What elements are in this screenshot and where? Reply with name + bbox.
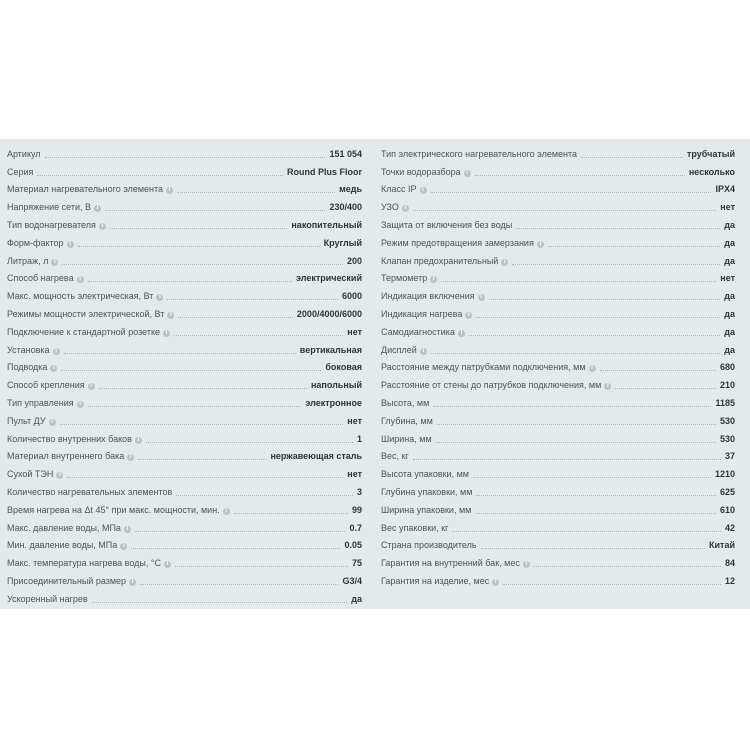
spec-row (7, 231, 362, 249)
info-icon[interactable]: i (458, 330, 465, 337)
info-icon[interactable]: i (67, 241, 74, 248)
spec-label-text: Время нагрева на Δt 45° при макс. мощности, мин. (7, 504, 220, 515)
spec-label-text: Страна производитель (381, 540, 477, 551)
spec-label (7, 345, 60, 356)
info-icon[interactable]: i (129, 579, 136, 586)
spec-label-text: Класс IP (381, 184, 417, 195)
dotted-leader (88, 406, 302, 407)
spec-label-text: Высота упаковки, мм (381, 469, 469, 480)
spec-label (7, 309, 174, 320)
dotted-leader (175, 566, 348, 567)
spec-value: 200 (346, 255, 362, 266)
spec-label (7, 594, 88, 605)
spec-label (381, 451, 409, 462)
spec-value: 2000/4000/6000 (296, 308, 362, 319)
spec-label-text: Количество нагревательных элементов (7, 486, 173, 497)
spec-label (7, 184, 173, 195)
spec-label-text: Ширина, мм (381, 433, 432, 444)
info-icon[interactable]: i (120, 543, 127, 550)
dotted-leader (437, 424, 716, 425)
spec-label-text: Тип электрического нагревательного элемента (381, 148, 578, 159)
dotted-leader (88, 281, 292, 282)
spec-row (7, 534, 362, 552)
spec-value: 530 (719, 415, 735, 426)
spec-label-text: Присоединительный размер (7, 575, 127, 586)
spec-label (381, 505, 471, 516)
spec-label-text: Сухой ТЭН (7, 469, 54, 480)
spec-label-text: Макс. мощность электрическая, Вт (7, 291, 154, 302)
spec-label (7, 291, 163, 302)
spec-row (7, 142, 362, 160)
spec-row (381, 498, 735, 516)
spec-label-text: Форм-фактор (7, 237, 64, 248)
spec-row (381, 569, 735, 587)
dotted-leader (481, 548, 705, 549)
spec-value: медь (339, 184, 362, 195)
dotted-leader (105, 210, 325, 211)
spec-value: напольный (310, 380, 362, 391)
spec-row (381, 302, 735, 320)
info-icon[interactable]: i (167, 312, 174, 319)
spec-row (381, 534, 735, 552)
info-icon[interactable]: i (53, 348, 60, 355)
spec-value: 37 (724, 451, 735, 462)
dotted-leader (431, 192, 712, 193)
spec-label (7, 380, 95, 391)
spec-label (381, 273, 437, 284)
dotted-leader (135, 531, 346, 532)
spec-label (7, 202, 101, 213)
spec-label (381, 256, 508, 267)
spec-value: G3/4 (342, 575, 362, 586)
info-icon[interactable]: i (127, 454, 134, 461)
spec-label (381, 184, 427, 195)
spec-value: 12 (724, 575, 735, 586)
spec-value: электрический (296, 273, 362, 284)
spec-label (7, 273, 84, 284)
spec-label (381, 487, 472, 498)
spec-row (7, 569, 362, 587)
spec-row (7, 551, 362, 569)
spec-label-text: Ширина упаковки, мм (381, 504, 472, 515)
spec-row (381, 445, 735, 463)
info-icon[interactable]: i (88, 383, 95, 390)
spec-value: да (724, 344, 735, 355)
spec-label (381, 220, 512, 231)
spec-row (7, 320, 362, 338)
spec-label-text: Способ нагрева (7, 273, 74, 284)
dotted-leader (64, 353, 296, 354)
spec-value: да (724, 237, 735, 248)
spec-label (7, 416, 56, 427)
spec-value: да (724, 255, 735, 266)
spec-value: да (724, 308, 735, 319)
dotted-leader (131, 548, 340, 549)
dotted-leader (174, 335, 343, 336)
spec-label (381, 469, 469, 480)
info-icon[interactable]: i (164, 561, 171, 568)
dotted-leader (61, 370, 321, 371)
info-icon[interactable]: i (478, 294, 485, 301)
spec-value: 530 (719, 433, 735, 444)
info-icon[interactable]: i (156, 294, 163, 301)
info-icon[interactable]: i (49, 419, 56, 426)
spec-row (381, 338, 735, 356)
info-icon[interactable]: i (77, 276, 84, 283)
spec-row (381, 249, 735, 267)
spec-label-text: Расстояние от стены до патрубков подключения, мм (381, 380, 602, 391)
spec-label-text: УЗО (381, 202, 399, 213)
spec-label (7, 540, 127, 551)
spec-label-text: Вес, кг (381, 451, 409, 462)
info-icon[interactable]: i (523, 561, 530, 568)
spec-row (7, 498, 362, 516)
spec-value: электронное (305, 397, 362, 408)
dotted-leader (45, 157, 326, 158)
dotted-leader (110, 228, 288, 229)
info-icon[interactable]: i (94, 205, 101, 212)
dotted-leader (436, 442, 716, 443)
spec-value: вертикальная (299, 344, 362, 355)
spec-value: 6000 (341, 291, 362, 302)
spec-row (381, 391, 735, 409)
spec-value: нет (347, 326, 362, 337)
dotted-leader (476, 495, 716, 496)
spec-row (7, 195, 362, 213)
spec-label (7, 576, 136, 587)
spec-label-text: Самодиагностика (381, 326, 455, 337)
spec-value: 42 (724, 522, 735, 533)
spec-label (7, 220, 106, 231)
info-icon[interactable]: i (501, 259, 508, 266)
spec-label-text: Гарантия на внутренний бак, мес (381, 558, 520, 569)
spec-label (381, 202, 409, 213)
dotted-leader (452, 531, 721, 532)
dotted-leader (138, 459, 266, 460)
spec-value: 151 054 (329, 148, 362, 159)
dotted-leader (475, 175, 685, 176)
spec-label (381, 576, 499, 587)
spec-label-text: Способ крепления (7, 380, 85, 391)
spec-row (381, 427, 735, 445)
dotted-leader (140, 584, 338, 585)
info-icon[interactable]: i (166, 187, 173, 194)
dotted-leader (431, 353, 721, 354)
dotted-leader (600, 370, 716, 371)
dotted-leader (581, 157, 683, 158)
spec-label-text: Ускоренный нагрев (7, 593, 88, 604)
spec-label-text: Тип водонагревателя (7, 219, 96, 230)
spec-row (7, 302, 362, 320)
spec-row (381, 320, 735, 338)
spec-label-text: Установка (7, 344, 50, 355)
spec-value: 0.7 (349, 522, 362, 533)
spec-label-text: Подключение к стандартной розетке (7, 326, 160, 337)
spec-value: боковая (325, 362, 362, 373)
spec-label-text: Глубина, мм (381, 415, 433, 426)
dotted-leader (489, 299, 721, 300)
info-icon[interactable]: i (51, 259, 58, 266)
spec-row (381, 356, 735, 374)
spec-value: Круглый (323, 237, 362, 248)
spec-label-text: Пульт ДУ (7, 415, 46, 426)
spec-value: 230/400 (329, 202, 362, 213)
spec-row (7, 267, 362, 285)
spec-value: 680 (719, 362, 735, 373)
dotted-leader (503, 584, 721, 585)
spec-label-text: Тип управления (7, 397, 74, 408)
spec-label-text: Индикация нагрева (381, 308, 463, 319)
spec-row (381, 409, 735, 427)
spec-value: нержавеющая сталь (270, 451, 362, 462)
spec-label-text: Количество внутренних баков (7, 433, 132, 444)
spec-value: да (724, 326, 735, 337)
dotted-leader (167, 299, 338, 300)
spec-label-text: Материал нагревательного элемента (7, 184, 164, 195)
spec-row (381, 516, 735, 534)
dotted-leader (92, 602, 348, 603)
specs-column-right (381, 142, 735, 587)
spec-row (7, 249, 362, 267)
spec-label (7, 362, 57, 373)
spec-label-text: Точки водоразбора (381, 166, 461, 177)
dotted-leader (37, 175, 283, 176)
info-icon[interactable]: i (420, 187, 427, 194)
spec-label (381, 540, 477, 551)
spec-row (381, 373, 735, 391)
spec-label (7, 451, 134, 462)
spec-value: нет (720, 202, 735, 213)
spec-value: 84 (724, 558, 735, 569)
spec-label (7, 469, 63, 480)
dotted-leader (476, 317, 720, 318)
spec-value: 210 (719, 380, 735, 391)
dotted-leader (176, 495, 353, 496)
spec-label (381, 523, 448, 534)
dotted-leader (475, 513, 716, 514)
info-icon[interactable]: i (589, 365, 596, 372)
dotted-leader (469, 335, 720, 336)
spec-label (7, 327, 170, 338)
spec-label-text: Расстояние между патрубками подключения, мм (381, 362, 586, 373)
spec-row (381, 267, 735, 285)
dotted-leader (146, 442, 353, 443)
dotted-leader (433, 406, 711, 407)
spec-row (7, 445, 362, 463)
spec-row (7, 356, 362, 374)
spec-value: нет (347, 415, 362, 426)
spec-row (381, 195, 735, 213)
spec-row (7, 480, 362, 498)
spec-label-text: Гарантия на изделие, мес (381, 575, 490, 586)
specs-column-left (7, 142, 362, 605)
spec-label (381, 558, 530, 569)
info-icon[interactable]: i (464, 170, 471, 177)
spec-label (381, 149, 577, 160)
dotted-leader (473, 477, 711, 478)
spec-label-text: Литраж, л (7, 255, 49, 266)
spec-label (7, 558, 171, 569)
spec-label (7, 487, 172, 498)
dotted-leader (78, 246, 320, 247)
spec-row (381, 551, 735, 569)
info-icon[interactable]: i (223, 508, 230, 515)
info-icon[interactable]: i (99, 223, 106, 230)
dotted-leader (60, 424, 344, 425)
spec-value: да (351, 593, 362, 604)
spec-label-text: Подводка (7, 362, 48, 373)
spec-label (381, 398, 429, 409)
spec-row (381, 480, 735, 498)
info-icon[interactable]: i (492, 579, 499, 586)
spec-label-text: Мин. давление воды, МПа (7, 540, 118, 551)
spec-value: 625 (719, 486, 735, 497)
spec-row (7, 213, 362, 231)
dotted-leader (413, 459, 721, 460)
spec-value: накопительный (291, 219, 362, 230)
spec-row (7, 427, 362, 445)
spec-row (7, 516, 362, 534)
spec-label (381, 362, 596, 373)
spec-label (381, 291, 485, 302)
spec-label (381, 327, 465, 338)
spec-label-text: Макс. давление воды, МПа (7, 522, 121, 533)
dotted-leader (178, 317, 293, 318)
spec-label-text: Клапан предохранительный (381, 255, 499, 266)
spec-value: 1210 (714, 469, 735, 480)
info-icon[interactable]: i (163, 330, 170, 337)
spec-label (7, 238, 74, 249)
spec-row (7, 587, 362, 605)
spec-label (381, 434, 432, 445)
spec-value: нет (347, 469, 362, 480)
spec-row (7, 284, 362, 302)
spec-row (381, 160, 735, 178)
spec-row (381, 462, 735, 480)
spec-row (381, 142, 735, 160)
specs-panel (0, 139, 750, 609)
spec-row (381, 231, 735, 249)
spec-label-text: Артикул (7, 148, 41, 159)
spec-value: 610 (719, 504, 735, 515)
spec-label-text: Серия (7, 166, 34, 177)
spec-value: 3 (356, 486, 362, 497)
info-icon[interactable]: i (56, 472, 63, 479)
spec-label-text: Дисплей (381, 344, 417, 355)
info-icon[interactable]: i (402, 205, 409, 212)
info-icon[interactable]: i (135, 437, 142, 444)
spec-row (7, 338, 362, 356)
spec-row (7, 373, 362, 391)
spec-label-text: Режим предотвращения замерзания (381, 237, 534, 248)
spec-label-text: Высота, мм (381, 397, 430, 408)
spec-row (381, 213, 735, 231)
spec-row (7, 178, 362, 196)
spec-value: да (724, 291, 735, 302)
spec-label (7, 149, 41, 160)
spec-label (7, 523, 131, 534)
spec-row (381, 284, 735, 302)
info-icon[interactable]: i (420, 348, 427, 355)
info-icon[interactable]: i (50, 365, 57, 372)
spec-label (381, 238, 544, 249)
dotted-leader (548, 246, 720, 247)
spec-value: 99 (351, 504, 362, 515)
spec-label (7, 505, 230, 516)
dotted-leader (615, 388, 716, 389)
spec-label-text: Режимы мощности электрической, Вт (7, 308, 165, 319)
dotted-leader (512, 264, 720, 265)
spec-row (7, 409, 362, 427)
spec-value: да (724, 219, 735, 230)
spec-value: Round Plus Floor (287, 166, 362, 177)
spec-label (7, 256, 58, 267)
spec-label (7, 434, 142, 445)
spec-label-text: Защита от включения без воды (381, 219, 513, 230)
spec-label (381, 345, 427, 356)
spec-value: Китай (709, 540, 735, 551)
spec-value: несколько (688, 166, 735, 177)
spec-value: 1 (356, 433, 362, 444)
dotted-leader (62, 264, 343, 265)
spec-row (7, 160, 362, 178)
spec-label-text: Глубина упаковки, мм (381, 486, 473, 497)
spec-value: нет (720, 273, 735, 284)
info-icon[interactable]: i (77, 401, 84, 408)
spec-label-text: Термометр (381, 273, 428, 284)
dotted-leader (99, 388, 307, 389)
spec-label (381, 416, 433, 427)
spec-label (381, 167, 471, 178)
info-icon[interactable]: i (465, 312, 472, 319)
spec-row (381, 178, 735, 196)
spec-label (381, 309, 472, 320)
spec-value: 75 (351, 558, 362, 569)
spec-value: трубчатый (687, 148, 735, 159)
spec-label (7, 398, 84, 409)
spec-label-text: Макс. температура нагрева воды, °С (7, 558, 161, 569)
dotted-leader (441, 281, 716, 282)
spec-value: IPX4 (715, 184, 735, 195)
spec-value: 0.05 (344, 540, 362, 551)
spec-row (7, 391, 362, 409)
spec-label-text: Материал внутреннего бака (7, 451, 125, 462)
spec-label (7, 167, 33, 178)
dotted-leader (516, 228, 720, 229)
info-icon[interactable]: i (604, 383, 611, 390)
dotted-leader (534, 566, 721, 567)
dotted-leader (177, 192, 335, 193)
dotted-leader (67, 477, 343, 478)
info-icon[interactable]: i (430, 276, 437, 283)
dotted-leader (234, 513, 348, 514)
info-icon[interactable]: i (124, 526, 131, 533)
info-icon[interactable]: i (537, 241, 544, 248)
dotted-leader (413, 210, 716, 211)
spec-label-text: Индикация включения (381, 291, 475, 302)
spec-label (381, 380, 611, 391)
spec-label-text: Вес упаковки, кг (381, 522, 449, 533)
spec-label-text: Напряжение сети, В (7, 202, 92, 213)
spec-row (7, 462, 362, 480)
spec-value: 1185 (715, 397, 735, 408)
